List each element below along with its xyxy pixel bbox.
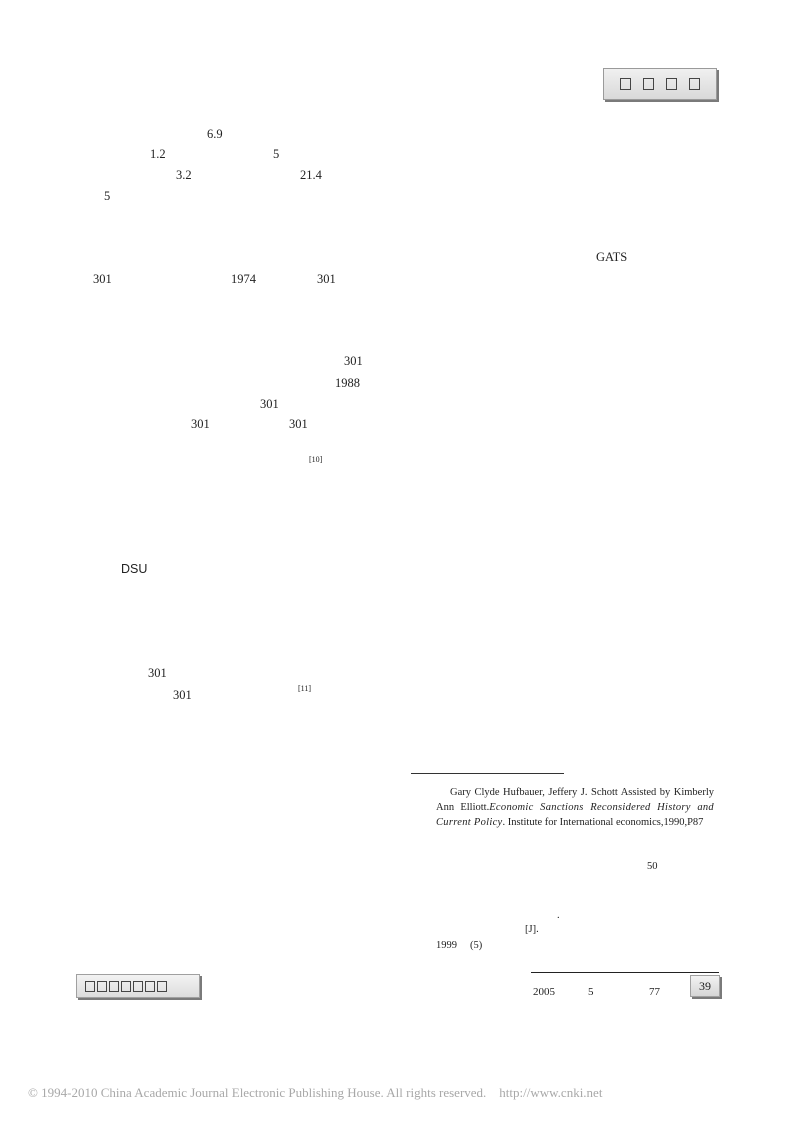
body-number: 301 bbox=[191, 417, 210, 431]
footnote-3-issue: (5) bbox=[470, 940, 483, 951]
body-number: 301 bbox=[260, 397, 279, 411]
reference-marker: [10] bbox=[309, 455, 323, 464]
badge-glyph bbox=[109, 981, 119, 992]
body-number: 1988 bbox=[335, 376, 360, 390]
body-term: GATS bbox=[596, 250, 628, 264]
footnote-1-authors: Gary Clyde Hufbauer, Jeffery J. Schott Assisted by Kimberly Ann Elliott. bbox=[436, 787, 714, 813]
section-badge bbox=[603, 68, 717, 100]
body-term: DSU bbox=[121, 562, 148, 576]
badge-glyph bbox=[666, 78, 677, 90]
body-number: 21.4 bbox=[300, 168, 322, 182]
body-number: 5 bbox=[104, 189, 111, 203]
footnote-1-publisher: . Institute for International economics,1990,P87 bbox=[502, 817, 704, 828]
body-number: 301 bbox=[173, 688, 192, 702]
footnote-1-title: Economic Sanctions Reconsidered History and Current Policy bbox=[436, 802, 714, 828]
badge-glyph bbox=[157, 981, 167, 992]
page-number bbox=[690, 975, 720, 997]
badge-glyph bbox=[643, 78, 654, 90]
footnote-2-number: 50 bbox=[647, 861, 658, 872]
footnote-3-year: 1999 bbox=[436, 940, 457, 951]
footnote-3-journal-marker: [J]. bbox=[525, 924, 539, 935]
body-number: 301 bbox=[148, 666, 167, 680]
badge-glyph bbox=[121, 981, 131, 992]
body-number: 301 bbox=[289, 417, 308, 431]
footer-rule bbox=[531, 972, 719, 973]
badge-glyph bbox=[620, 78, 631, 90]
footnote-1 bbox=[436, 785, 714, 830]
copyright-line bbox=[28, 1085, 602, 1101]
badge-glyph bbox=[689, 78, 700, 90]
journal-name-badge bbox=[76, 974, 200, 998]
badge-glyph bbox=[145, 981, 155, 992]
badge-glyph bbox=[97, 981, 107, 992]
body-number: 1974 bbox=[231, 272, 256, 286]
body-number: 301 bbox=[93, 272, 112, 286]
body-number: 1.2 bbox=[150, 147, 166, 161]
footer-issue: 5 bbox=[588, 986, 594, 998]
page-number-text: 39 bbox=[699, 978, 711, 993]
footer-total-issue: 77 bbox=[649, 986, 660, 998]
footnote-3-dot: . bbox=[557, 910, 560, 921]
body-number: 6.9 bbox=[207, 127, 223, 141]
footer-year: 2005 bbox=[533, 986, 555, 998]
badge-glyph bbox=[133, 981, 143, 992]
body-number: 301 bbox=[344, 354, 363, 368]
body-number: 301 bbox=[317, 272, 336, 286]
footnote-rule bbox=[411, 773, 564, 774]
body-number: 3.2 bbox=[176, 168, 192, 182]
body-number: 5 bbox=[273, 147, 280, 161]
copyright-text: © 1994-2010 China Academic Journal Electronic Publishing House. All rights reserved. bbox=[28, 1085, 487, 1100]
copyright-url[interactable]: http://www.cnki.net bbox=[499, 1085, 603, 1100]
badge-glyph bbox=[85, 981, 95, 992]
reference-marker: [11] bbox=[298, 684, 312, 693]
